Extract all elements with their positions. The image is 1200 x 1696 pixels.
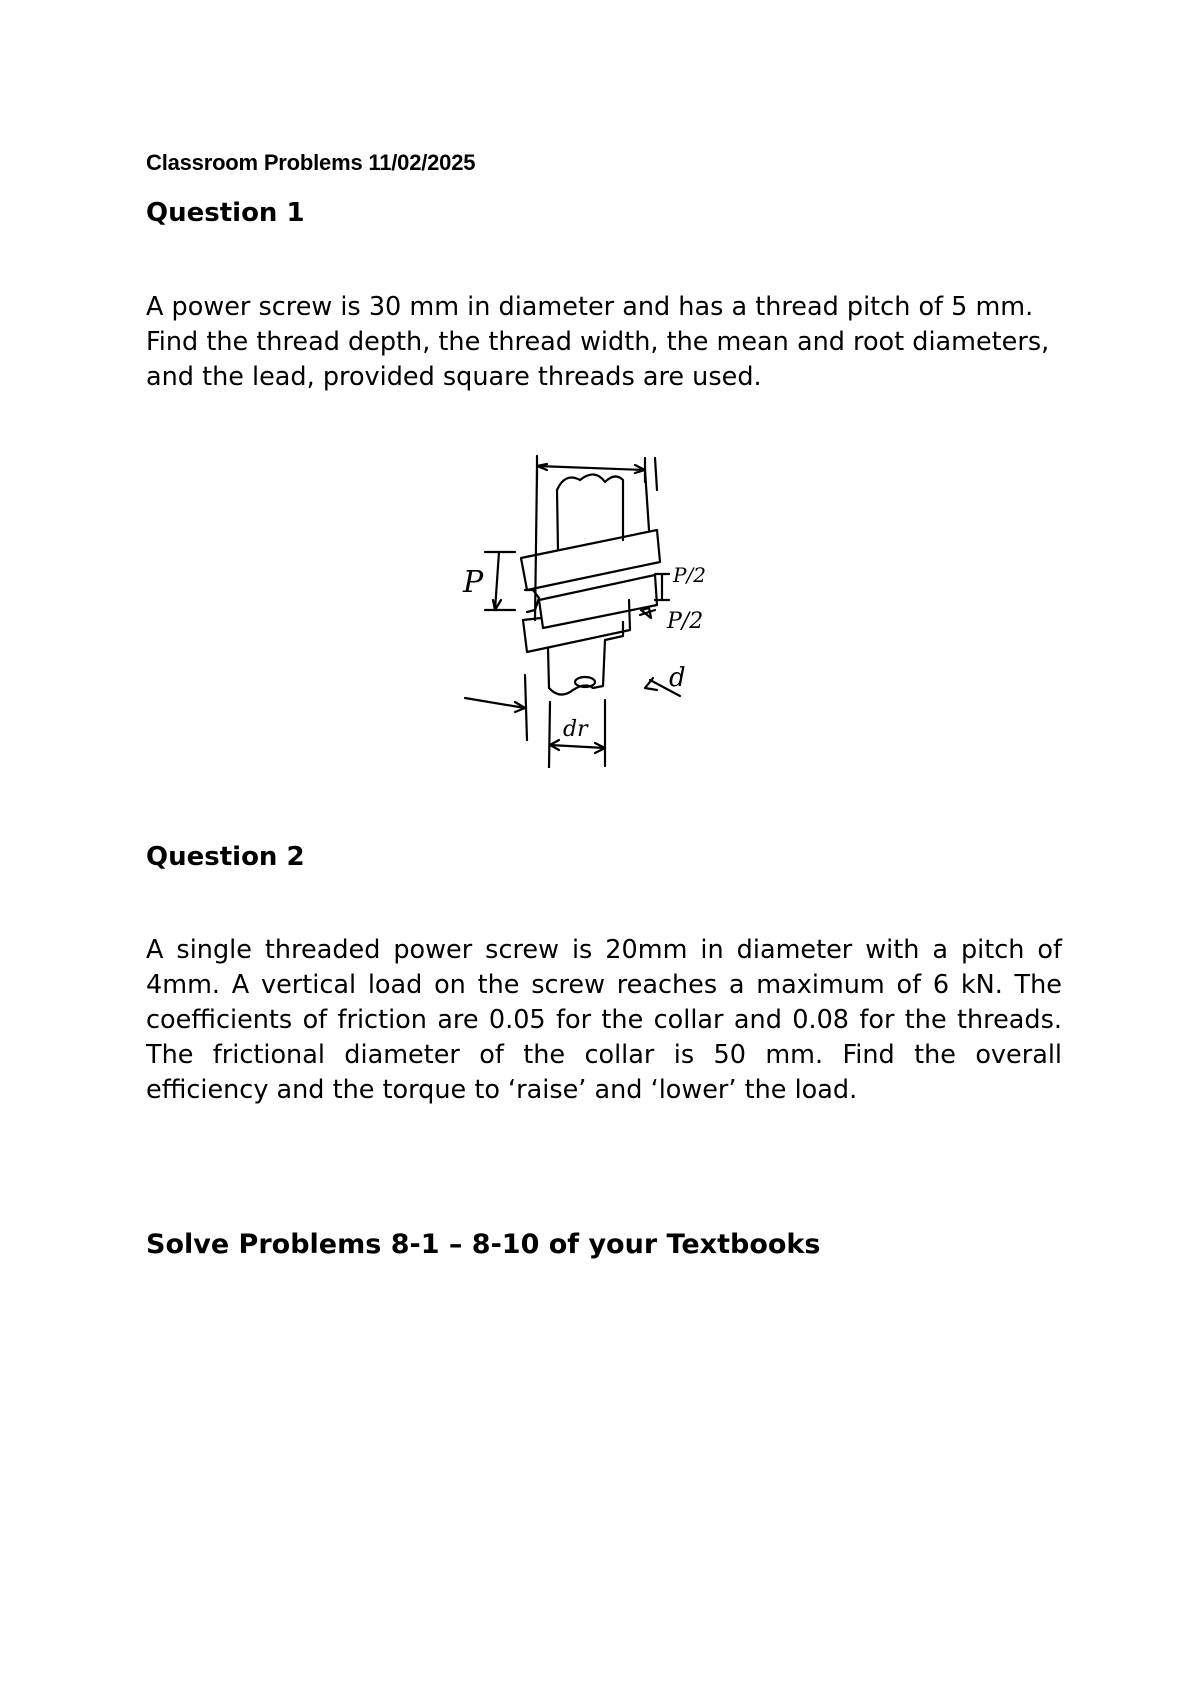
- pitch-label: P: [463, 565, 484, 600]
- half-pitch-top-label: P/2: [673, 563, 705, 587]
- question-2-heading: Question 2: [146, 842, 305, 872]
- document-header: Classroom Problems 11/02/2025: [146, 150, 476, 175]
- pitch-dimension-line: [495, 552, 499, 610]
- square-thread-screw-diagram: [455, 450, 705, 768]
- thread-top: [521, 530, 660, 590]
- half-pitch-side-label: P/2: [667, 609, 704, 634]
- question-2-text: A single threaded power screw is 20mm in diameter with a pitch of 4mm. A vertical load on the screw reaches a maximum of 6 kN. The coefficients of friction are 0.05 for the collar and 0.08 for the threads. The frictional diameter of the collar is 50 mm. Find the overall efficiency and the torque to ‘raise’ and ‘lower’ the load.: [146, 935, 1062, 1105]
- top-dimension-line: [537, 466, 645, 470]
- question-1-text: A power screw is 30 mm in diameter and has a thread pitch of 5 mm. Find the thread depth, the thread width, the mean and root diameters, and the lead, provided square threads are used.: [146, 292, 1050, 392]
- diameter-label: d: [669, 663, 686, 693]
- question-1-heading: Question 1: [146, 198, 305, 228]
- root-diameter-label: dr: [563, 717, 588, 742]
- final-instruction: Solve Problems 8-1 – 8-10 of your Textbooks: [146, 1229, 821, 1260]
